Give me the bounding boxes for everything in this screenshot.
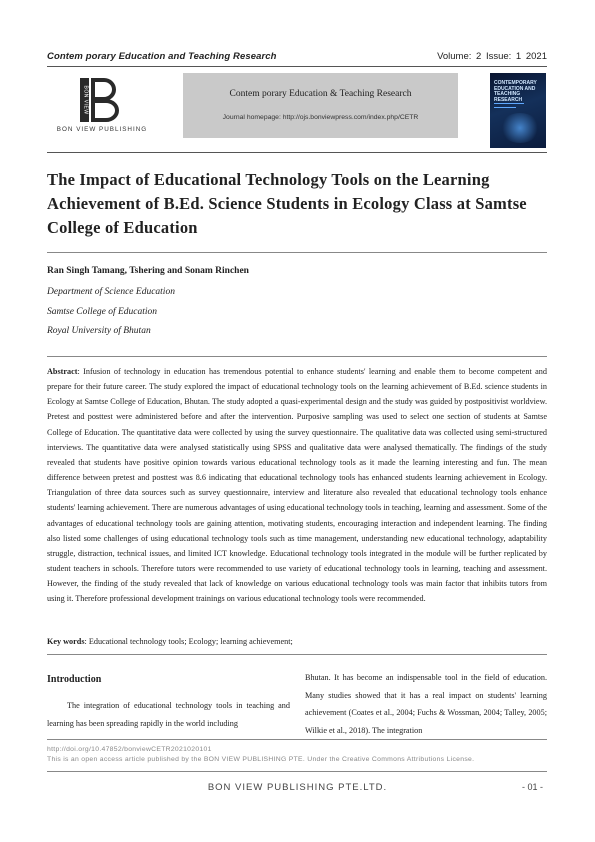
cover-glow [500,113,540,143]
keywords [47,637,547,646]
keywords-bottom-rule [47,654,547,655]
doi-link[interactable]: http://doi.org/10.47852/bonviewCETR2021020101 [47,746,212,753]
authors: Ran Singh Tamang, Tshering and Sonam Rinchen [47,266,249,276]
introduction-heading: Introduction [47,674,102,685]
affiliation-department: Department of Science Education [47,287,175,297]
footer-rule [47,771,547,772]
affiliation-college: Samtse College of Education [47,307,158,317]
journal-box-title: Contem porary Education & Teaching Research [229,89,412,99]
keywords-text: : Educational technology tools; Ecology; learning achievement; [84,637,293,646]
cover-decoration [494,107,516,108]
introduction-right-column: Bhutan. It has become an indispensable tool in the field of education. Many studies showed that it has a real impact on students' learning achievement (Coates et al., 2004; Fuchs & Wossman, 2004; Talley, 2005; Wilkie et al., 2018). The integration [305,673,547,735]
journal-header-box [183,73,458,138]
affiliation-university: Royal University of Bhutan [47,326,151,336]
abstract [47,364,547,607]
abstract-label: Abstract [47,367,78,376]
abstract-top-rule [47,356,547,357]
footer-publisher: BON VIEW PUBLISHING PTE.LTD. [207,782,388,793]
journal-name: Contem porary Education and Teaching Research [47,51,277,62]
keywords-label: Key words [47,637,85,646]
cover-title: CONTEMPORARY EDUCATION AND TEACHING RESEARCH [494,80,537,103]
journal-homepage-link[interactable]: Journal homepage: http://ojs.bonviewpress.com/index.php/CETR [222,114,419,121]
abstract-text: : Infusion of technology in education has tremendous potential to enhance students' learning and enable them to become competent and prepare for their future career. The study explored the impact of educational technology tools on the learning achievement of B.Ed. science students in Ecology at Samtse College of Education, Bhutan. The study adopted a quasi-experimental design and the study was guided by postpositivist worldview. Pretest and posttest were administered before and after the intervention. Purposive sampling was used to select one section of students at Samtse College of Education. The quantitative data were collected by using the survey questionnaire. The qualitative data was collected using semi-structured interviews. The quantitative data were analysed statistically using SPSS and qualitative data were analysed thematically. The findings of the study revealed that students have positive opinion towards various educational technology tools as it made the learning interesting and fun. The mean difference between pretest and posttest was 8.6 indicating that educational technology tools has enhanced students learning achievement in Ecology. Triangulation of three data sources such as survey questionnaire, interview and literature also revealed that educational technology tools enhance students' learning achievement. There are numerous advantages of using educational technology tools in teaching, learning and assessment. Some of the advantages of educational technology tools are gaining attention, motivating students, encouraging interaction and independent learning. The finding also listed some challenges of using educational technology tools such as time management, understanding new educational technology, adaptability struggle, distraction, technical issues, and limited ICT knowledge. Educational technology tools integrated in the module will be further replicated by student teachers in schools. Therefore tutors were recommended to use variety of educational technology tools in learning, teaching and assessment. However, the finding of the study revealed that lack of knowledge on various educational technology tools was main factor that inhibits tutors from using it. Therefore professional development trainings on various educational technology tools were recommended. [47,367,547,604]
article-title: The Impact of Educational Technology Tools on the Learning Achievement of B.Ed. Science Students in Ecology Class at Samtse College of Education [47,170,527,237]
footer-top-rule [47,739,547,740]
logo-text: BON VIEW [82,85,89,115]
publisher-logo [50,78,154,138]
title-bottom-rule [47,252,547,253]
header-rule [47,66,547,67]
bon-view-logo-icon [80,78,120,122]
journal-cover-image [490,73,546,148]
license-text: This is an open access article published by the BON VIEW PUBLISHING PTE. Under the Creative Commons Attributions License. [47,756,475,763]
title-top-rule [47,152,547,153]
cover-decoration [494,103,524,104]
publisher-logo-text: BON VIEW PUBLISHING [56,126,148,133]
introduction-left-column: The integration of educational technology tools in teaching and learning has been spreading rapidly in the world including [47,701,290,728]
page-number: - 01 - [521,782,543,792]
volume-issue-year: Volume: 2 Issue: 1 2021 [437,51,547,62]
